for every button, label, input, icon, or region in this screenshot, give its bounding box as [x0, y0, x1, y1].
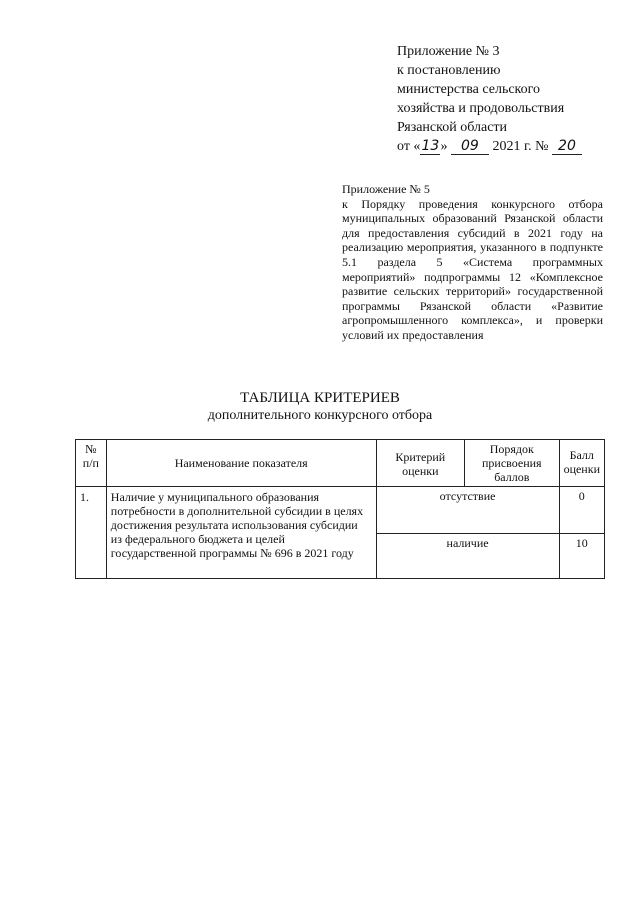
- date-day-handwritten: 13: [421, 138, 440, 154]
- row-number: 1.: [76, 487, 107, 579]
- table-header-row: [76, 440, 605, 487]
- date-mid: »: [440, 139, 451, 154]
- header-score: Балл оценки: [559, 440, 604, 487]
- appendix-3-line: Рязанской области: [397, 120, 508, 135]
- appendix-3-line: хозяйства и продовольствия: [397, 101, 565, 116]
- header-criterion: Критерий оценки: [376, 440, 464, 487]
- date-year: 2021 г. №: [492, 139, 549, 154]
- appendix-5-text: к Порядку проведения конкурсного отбора муниципальных образований Рязанской области для предоставления субсидий в 2021 году на реализацию мероприятия, указанного в подпункте 5.1 раздела 5 «Система программных мероприятий» подпрограммы 12 «Комплексное развитие сельских территорий» государственной программы Рязанской области «Развитие агропромышленного комплекса», и проверки условий их предоставления: [342, 196, 603, 342]
- row-indicator-name: Наличие у муниципального образования потребности в дополнительной субсидии в целях достижения результата использования субсидии из федерального бюджета и целей государственной программы № 696 в 2021 году: [106, 487, 376, 579]
- table-heading: ТАБЛИЦА КРИТЕРИЕВ: [240, 390, 400, 406]
- header-name: Наименование показателя: [106, 440, 376, 487]
- row-order-option: отсутствие: [376, 487, 559, 534]
- date-prefix: от «: [397, 139, 421, 154]
- header-order: Порядок присвоения баллов: [465, 440, 560, 487]
- appendix-3-line: к постановлению: [397, 63, 501, 78]
- appendix-5-title: Приложение № 5: [342, 182, 430, 196]
- row-order-option: наличие: [376, 534, 559, 579]
- appendix-3-line: министерства сельского: [397, 82, 541, 97]
- appendix-5-block: [342, 182, 603, 343]
- row-score-option: 0: [559, 487, 604, 534]
- appendix-3-date-line: [397, 137, 582, 156]
- appendix-3-title: Приложение № 3: [397, 44, 500, 59]
- row-score-option: 10: [559, 534, 604, 579]
- criteria-table: [75, 439, 605, 579]
- appendix-3-block: [397, 42, 582, 156]
- date-month-handwritten: 09: [451, 139, 489, 155]
- header-no: № п/п: [76, 440, 107, 487]
- table-row: [76, 487, 605, 534]
- table-subheading: дополнительного конкурсного отбора: [207, 408, 433, 423]
- doc-number-handwritten: 20: [552, 139, 582, 155]
